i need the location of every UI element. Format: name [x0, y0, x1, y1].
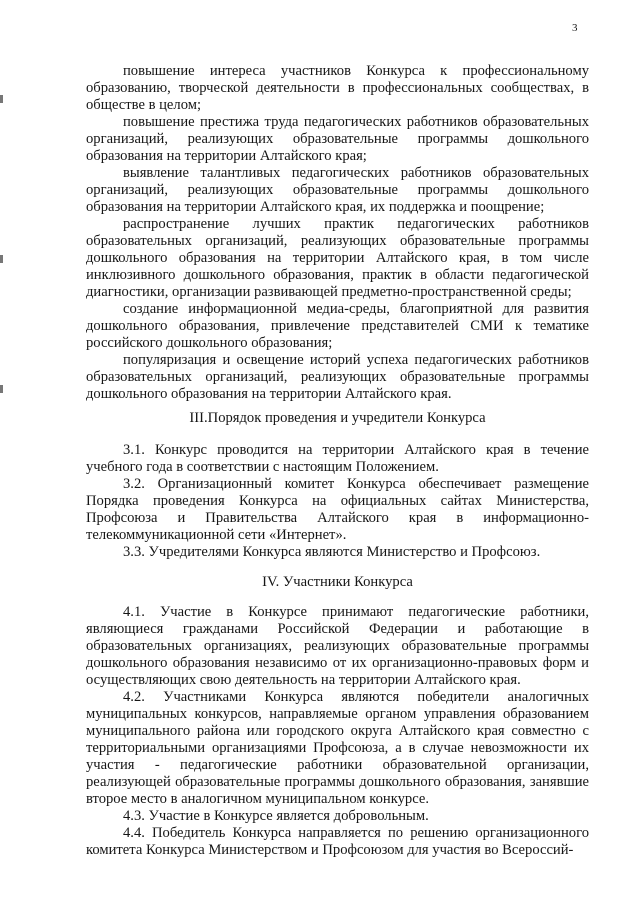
scan-artifact	[0, 255, 3, 263]
page-number: 3	[572, 22, 578, 34]
section-paragraph: 4.3. Участие в Конкурсе является добровольным.	[123, 808, 429, 824]
section-3-heading: III.Порядок проведения и учредители Конкурса	[189, 410, 486, 426]
section-4-heading: IV. Участники Конкурса	[262, 574, 413, 590]
goal-paragraph: популяризация и освещение историй успеха педагогических работников образовательных организаций, реализующих образовательные программы дошкольного образования на территории Алтайского края.	[86, 352, 589, 402]
goal-paragraph: выявление талантливых педагогических работников образовательных организаций, реализующих образовательные программы дошкольного образования на территории Алтайского края, их поддержка и поощрение;	[86, 165, 589, 215]
goal-paragraph: создание информационной медиа-среды, благоприятной для развития дошкольного образования, привлечение представителей СМИ к тематике российского дошкольного образования;	[86, 301, 589, 351]
goal-paragraph: распространение лучших практик педагогических работников образовательных организаций, реализующих образовательные программы дошкольного образования на территории Алтайского края, в том числе инклюзивного дошкольного образования, практик в области педагогической диагностики, организации развивающей предметно-пространственной среды;	[86, 216, 589, 300]
section-paragraph: 4.1. Участие в Конкурсе принимают педагогические работники, являющиеся гражданами Российской Федерации и работающие в образовательных организациях, реализующих образовательные программы дошкольного образования независимо от их организационно-правовых форм и осуществляющих свою деятельность на территории Алтайского края.	[86, 604, 589, 688]
scan-artifact	[0, 385, 3, 393]
goal-paragraph: повышение интереса участников Конкурса к профессиональному образованию, творческой деятельности в профессиональных сообществах, в обществе в целом;	[86, 63, 589, 113]
section-4-body	[86, 604, 589, 859]
goal-paragraph: повышение престижа труда педагогических работников образовательных организаций, реализующих образовательные программы дошкольного образования на территории Алтайского края;	[86, 114, 589, 164]
goals-list	[86, 63, 589, 403]
scan-artifact	[0, 95, 3, 103]
section-paragraph: 3.2. Организационный комитет Конкурса обеспечивает размещение Порядка проведения Конкурса на официальных сайтах Министерства, Профсоюза и Правительства Алтайского края в информационно-телекоммуникационной сети «Интернет».	[86, 476, 589, 543]
section-paragraph: 4.2. Участниками Конкурса являются победители аналогичных муниципальных конкурсов, направляемые органом управления образованием муниципального района или городского округа Алтайского края совместно с территориальными организациями Профсоюза, а в случае невозможности их участия - педагогические работники образовательной организации, реализующей образовательные программы дошкольного образования, занявшие второе место в аналогичном муниципальном конкурсе.	[86, 689, 589, 807]
section-3-body	[86, 442, 589, 561]
section-paragraph: 4.4. Победитель Конкурса направляется по решению организационного комитета Конкурса Министерством и Профсоюзом для участия во Всероссий-	[86, 825, 589, 858]
section-paragraph: 3.3. Учредителями Конкурса являются Министерство и Профсоюз.	[123, 544, 541, 560]
section-paragraph: 3.1. Конкурс проводится на территории Алтайского края в течение учебного года в соответствии с настоящим Положением.	[86, 442, 589, 475]
